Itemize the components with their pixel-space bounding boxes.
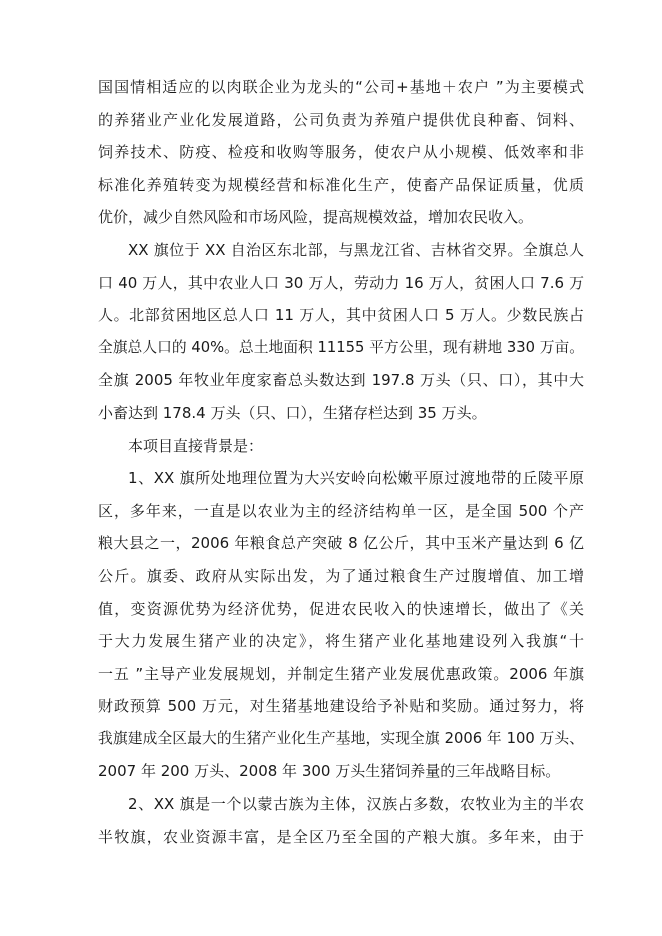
text-line: 本项目直接背景是： xyxy=(128,436,264,455)
text-line: 标准化养殖转变为规模经营和标准化生产，使畜产品保证质量，优质 xyxy=(98,175,584,194)
text-line: 2、XX 旗是一个以蒙古族为主体，汉族占多数，农牧业为主的半农 xyxy=(128,795,584,814)
text-line: 小畜达到 178.4 万头（只、口），生猪存栏达到 35 万头。 xyxy=(98,403,487,422)
text-line: 一五 ”主导产业发展规划，并制定生猪产业发展优惠政策。2006 年旗 xyxy=(98,664,584,683)
text-line: 公斤。旗委、政府从实际出发，为了通过粮食生产过腹增值、加工增 xyxy=(98,566,584,585)
text-line: 优价，减少自然风险和市场风险，提高规模效益，增加农民收入。 xyxy=(98,208,534,227)
text-line: 国国情相适应的以肉联企业为龙头的“公司+基地＋农户 ”为主要模式 xyxy=(98,78,584,96)
text-line: 全旗总人口的 40%。总土地面积 11155 平方公里，现有耕地 330 万亩。 xyxy=(98,338,584,356)
text-line: 区，多年来，一直是以农业为主的经济结构单一区，是全国 500 个产 xyxy=(98,501,584,520)
body-text xyxy=(98,71,584,853)
text-line: 粮大县之一，2006 年粮食总产突破 8 亿公斤，其中玉米产量达到 6 亿 xyxy=(98,534,584,553)
text-line: 饲养技术、防疫、检疫和收购等服务，使农户从小规模、低效率和非 xyxy=(98,143,584,162)
text-line: 半牧旗，农业资源丰富，是全区乃至全国的产粮大旗。多年来，由于 xyxy=(98,827,584,846)
text-line: 口 40 万人，其中农业人口 30 万人，劳动力 16 万人，贫困人口 7.6 万 xyxy=(98,273,584,292)
text-line: 2007 年 200 万头、2008 年 300 万头生猪饲养量的三年战略目标。 xyxy=(98,762,561,781)
text-line: 人。北部贫困地区总人口 11 万人，其中贫困人口 5 万人。少数民族占 xyxy=(98,306,584,325)
text-line: 1、XX 旗所处地理位置为大兴安岭向松嫩平原过渡地带的丘陵平原 xyxy=(128,469,584,488)
text-line: XX 旗位于 XX 自治区东北部，与黑龙江省、吉林省交界。全旗总人 xyxy=(128,240,584,259)
text-line: 的养猪业产业化发展道路，公司负责为养殖户提供优良种畜、饲料、 xyxy=(98,110,584,129)
text-line: 我旗建成全区最大的生猪产业化生产基地，实现全旗 2006 年 100 万头、 xyxy=(98,729,584,747)
text-line: 值，变资源优势为经济优势，促进农民收入的快速增长，做出了《关 xyxy=(98,599,584,618)
text-line: 于大力发展生猪产业的决定》，将生猪产业化基地建设列入我旗“十 xyxy=(98,632,584,651)
text-line: 财政预算 500 万元，对生猪基地建设给予补贴和奖励。通过努力，将 xyxy=(98,697,584,716)
text-line: 全旗 2005 年牧业年度家畜总头数达到 197.8 万头（只、口），其中大 xyxy=(98,371,584,390)
